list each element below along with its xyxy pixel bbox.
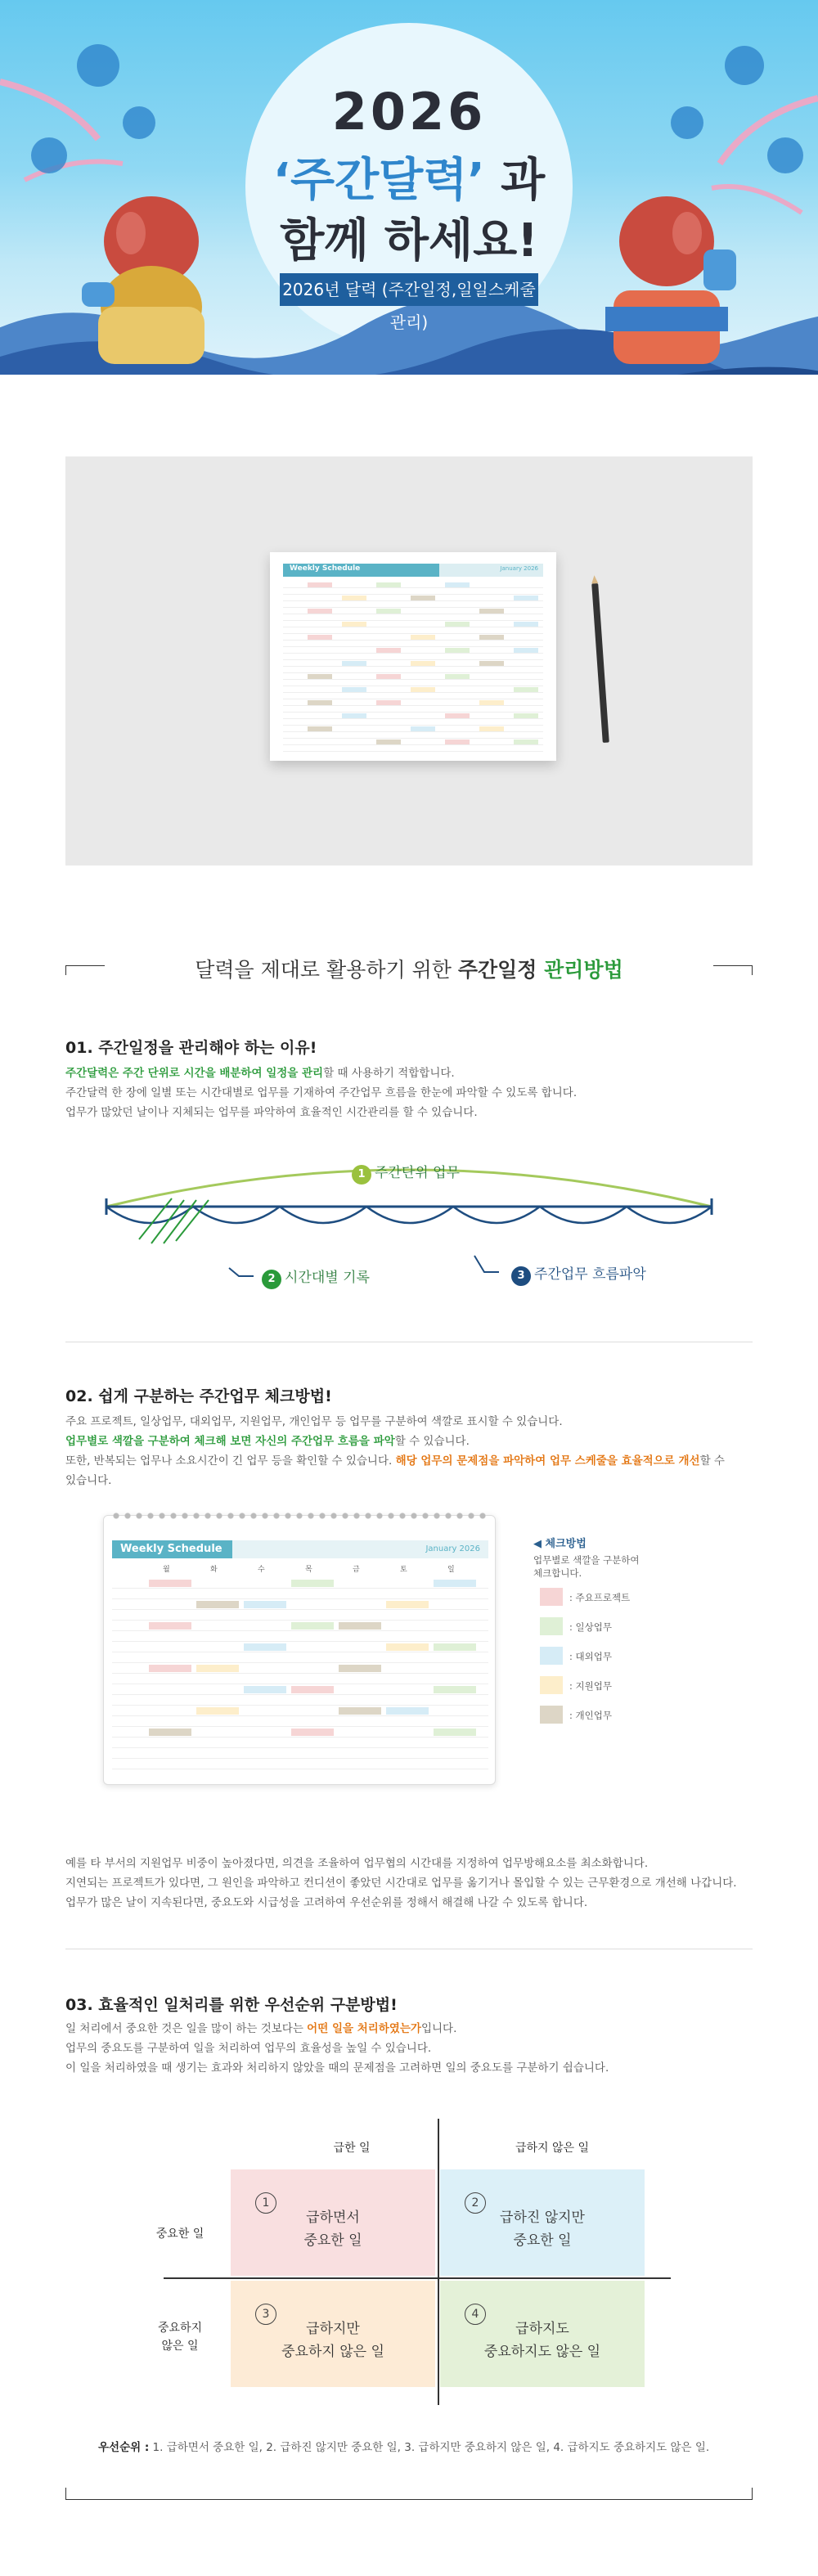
calendar-sheet (270, 552, 556, 761)
sheet-row (283, 726, 543, 732)
sheet-row (283, 627, 543, 634)
section-title-text (65, 954, 753, 983)
sheet-cell (376, 609, 401, 614)
sheet-cell (376, 648, 401, 653)
sheet-cell (308, 609, 332, 614)
quadrant-number: 1 (255, 2192, 276, 2214)
quadrant-3 (231, 2281, 435, 2387)
sheet-cell (376, 740, 401, 744)
calendar-cell (386, 1601, 429, 1608)
hero-banner (0, 0, 818, 375)
sheet-row (283, 713, 543, 719)
calendar-day: 월 (163, 1566, 170, 1574)
check-legend (533, 1535, 681, 1727)
s2-line3-orange: 해당 업무의 문제점을 파악하여 업무 스케줄을 효율적으로 개선 (395, 1454, 700, 1468)
flow-label-3 (511, 1262, 646, 1286)
s2-after-2: 지연되는 프로젝트가 있다면, 그 원인을 파악하고 컨디션이 좋았던 시간대로 업무를 옮기거나 몰입할 수 있는 근무환경으로 개선해 나갑니다. (65, 1877, 737, 1890)
calendar-row (112, 1695, 488, 1706)
bottom-tick-right (752, 2488, 753, 2499)
priority-matrix (139, 2119, 671, 2413)
legend-desc-2: 체크합니다. (533, 1567, 582, 1579)
calendar-title: Weekly Schedule (120, 1543, 222, 1555)
s1-line2: 주간달력 한 장에 일별 또는 시간대별로 업무를 기재하여 주간업무 흐름을 한눈에 파악할 수 있도록 합니다. (65, 1086, 578, 1099)
calendar-cell (434, 1729, 476, 1736)
sheet-cell (308, 726, 332, 731)
sheet-cell (514, 740, 538, 744)
calendar-cell (434, 1686, 476, 1693)
sheet-cell (445, 713, 470, 718)
flow-label-1 (352, 1161, 460, 1185)
section-title-bold: 주간일정 (457, 958, 545, 982)
legend-item (533, 1586, 681, 1609)
legend-swatch (540, 1647, 563, 1665)
calendar-day: 금 (353, 1566, 360, 1574)
row-not-important-2: 않은 일 (161, 2340, 199, 2353)
calendar-cell (434, 1580, 476, 1587)
binder-rings (110, 1509, 490, 1522)
sheet-row (283, 608, 543, 614)
priority-text: 1. 급하면서 중요한 일, 2. 급하진 않지만 중요한 일, 3. 급하지만 중요하지 않은 일, 4. 급하지도 중요하지도 않은 일. (149, 2441, 710, 2454)
s2-heading: 02. 쉽게 구분하는 주간업무 체크방법! (65, 1387, 332, 1405)
s3-line1-orange: 어떤 일을 처리하였는가 (307, 2022, 421, 2035)
flow-label-3-text: 주간업무 흐름파악 (534, 1266, 646, 1283)
calendar-row (112, 1759, 488, 1769)
calendar-header (112, 1540, 488, 1558)
calendar-row (112, 1652, 488, 1663)
sheet-cell (342, 661, 366, 666)
calendar-cell (244, 1686, 286, 1693)
flow-label-1-text: 주간단위 업무 (375, 1165, 460, 1181)
quadrant-number: 2 (465, 2192, 486, 2214)
calendar-cell (149, 1665, 191, 1672)
sheet-cell (479, 700, 504, 705)
hero-title-suffix: 과 (501, 154, 546, 207)
sheet-cell (479, 609, 504, 614)
calendar-day: 화 (210, 1566, 218, 1574)
sheet-row (283, 660, 543, 667)
sheet-cell (411, 596, 435, 600)
sheet-row (283, 634, 543, 641)
sheet-row (283, 680, 543, 686)
s1-heading: 01. 주간일정을 관리해야 하는 이유! (65, 1039, 317, 1057)
sheet-row (283, 693, 543, 699)
legend-item (533, 1704, 681, 1727)
s2-line3-c: 있습니다. (65, 1474, 112, 1487)
bottom-bracket (65, 2491, 753, 2507)
calendar-row (112, 1738, 488, 1748)
row-important: 중요한 일 (155, 2228, 204, 2241)
flow-number-2: 2 (262, 1270, 281, 1289)
sheet-row (283, 686, 543, 693)
calendar-cell (149, 1580, 191, 1587)
calendar-row (112, 1706, 488, 1716)
calendar-cell (196, 1665, 239, 1672)
s3-line1 (65, 2019, 753, 2039)
sheet-cell (411, 661, 435, 666)
legend-items (533, 1586, 681, 1727)
sheet-row (283, 706, 543, 713)
calendar-days (112, 1563, 488, 1575)
sheet-cell (514, 687, 538, 692)
sheet-cell (308, 635, 332, 640)
sheet-row (283, 654, 543, 660)
calendar-cell (291, 1686, 334, 1693)
s2-after-3: 업무가 많은 날이 지속된다면, 중요도와 시급성을 고려하여 우선순위를 정해서 해결해 나갈 수 있도록 합니다. (65, 1896, 588, 1909)
sheet-grid (283, 582, 543, 752)
s3-line1-b: 입니다. (420, 2022, 457, 2035)
s1-line1-green: 주간달력은 주간 단위로 시간을 배분하여 일정을 관리 (65, 1067, 324, 1080)
sheet-cell (308, 700, 332, 705)
sheet-row (283, 745, 543, 752)
section-title-plain: 달력을 제대로 활용하기 위한 (195, 958, 458, 982)
legend-swatch (540, 1617, 563, 1635)
legend-item (533, 1616, 681, 1639)
calendar-row (112, 1599, 488, 1610)
sheet-cell (342, 713, 366, 718)
hero-subtitle: 함께 하세요! (280, 214, 538, 267)
sheet-cell (411, 726, 435, 731)
sheet-cell (514, 713, 538, 718)
calendar-month: January 2026 (425, 1544, 480, 1553)
section-title (65, 949, 753, 982)
flow-label-2 (262, 1266, 370, 1289)
sheet-row (283, 641, 543, 647)
hero-title-accent: ‘주간달력’ (272, 154, 485, 207)
legend-item (533, 1645, 681, 1668)
flow-number-3: 3 (511, 1266, 531, 1286)
calendar-cell (244, 1601, 286, 1608)
calendar-cell (339, 1707, 381, 1715)
calendar-cell (434, 1643, 476, 1651)
sheet-cell (376, 674, 401, 679)
sheet-cell (342, 622, 366, 627)
calendar-row (112, 1674, 488, 1684)
calendar-row (112, 1589, 488, 1599)
s2-line2-rest: 할 수 있습니다. (394, 1435, 470, 1448)
calendar-row (112, 1631, 488, 1642)
flow-number-1: 1 (352, 1165, 371, 1185)
calendar-cell (386, 1643, 429, 1651)
sheet-cell (445, 674, 470, 679)
calendar-row (112, 1684, 488, 1695)
quadrant-label-line2: 중요하지도 않은 일 (483, 2344, 601, 2360)
sheet-cell (376, 582, 401, 587)
sheet-row (283, 732, 543, 739)
bottom-tick-left (65, 2488, 66, 2499)
calendar-row (112, 1748, 488, 1759)
legend-label: : 주요프로젝트 (569, 1592, 631, 1603)
calendar-cell (244, 1643, 286, 1651)
s3-heading: 03. 효율적인 일처리를 위한 우선순위 구분방법! (65, 1996, 398, 2014)
sheet-row (283, 667, 543, 673)
calendar-cell (291, 1622, 334, 1630)
sheet-row (283, 739, 543, 745)
matrix-vline (438, 2119, 439, 2405)
calendar-grid (112, 1578, 488, 1769)
sheet-cell (411, 687, 435, 692)
calendar-row (112, 1578, 488, 1589)
calendar-row (112, 1610, 488, 1621)
s2-line1: 주요 프로젝트, 일상업무, 대외업무, 지원업무, 개인업무 등 업무를 구분하여 색깔로 표시할 수 있습니다. (65, 1415, 563, 1428)
s3-line2: 업무의 중요도를 구분하여 일을 처리하여 업무의 효율성을 높일 수 있습니다. (65, 2042, 432, 2055)
quadrant-1 (231, 2169, 435, 2276)
s1-paragraph (65, 1063, 753, 1122)
sheet-cell (308, 674, 332, 679)
sheet-row (283, 673, 543, 680)
quadrant-label-line1: 급하지도 (515, 2321, 569, 2337)
legend-label: : 일상업무 (569, 1621, 612, 1633)
quadrant-number: 3 (255, 2304, 276, 2325)
sheet-row (283, 588, 543, 595)
calendar-day: 수 (258, 1566, 265, 1574)
calendar-cell (196, 1707, 239, 1715)
quadrant-label-line1: 급하지만 (306, 2321, 360, 2337)
quadrant-label-line2: 중요한 일 (513, 2232, 572, 2249)
sheet-row (283, 595, 543, 601)
quadrant-4 (440, 2281, 645, 2387)
sheet-cell (342, 687, 366, 692)
s2-after-1: 예를 타 부서의 지원업무 비중이 높아졌다면, 의견을 조율하여 업무협의 시간대를 지정하여 업무방해요소를 최소화합니다. (65, 1857, 649, 1870)
s3-paragraph (65, 2019, 753, 2078)
legend-swatch (540, 1706, 563, 1724)
calendar-row (112, 1716, 488, 1727)
calendar-day: 목 (305, 1566, 312, 1574)
sheet-row (283, 647, 543, 654)
quadrant-number: 4 (465, 2304, 486, 2325)
calendar-row (112, 1727, 488, 1738)
legend-label: : 개인업무 (569, 1710, 612, 1721)
sheet-title: Weekly Schedule (290, 564, 361, 573)
calendar-cell (339, 1665, 381, 1672)
quadrant-label-line1: 급하면서 (306, 2210, 360, 2226)
legend-label: : 대외업무 (569, 1651, 612, 1662)
sheet-cell (445, 648, 470, 653)
calendar-cell (196, 1601, 239, 1608)
calendar-cell (149, 1622, 191, 1630)
s2-line2 (65, 1432, 753, 1451)
calendar-row (112, 1621, 488, 1631)
calendar-cell (149, 1729, 191, 1736)
legend-label: : 지원업무 (569, 1680, 612, 1692)
pencil-icon (591, 583, 609, 743)
s2-line2-green: 업무별로 색깔을 구분하여 체크해 보면 자신의 주간업무 흐름을 파악 (65, 1435, 395, 1448)
matrix-hline (164, 2277, 671, 2279)
legend-title: ◀ 체크방법 (533, 1538, 587, 1550)
sheet-row (283, 614, 543, 621)
sheet-row (283, 601, 543, 608)
calendar-cell (291, 1580, 334, 1587)
sheet-cell (308, 582, 332, 587)
row-not-important-1: 중요하지 (157, 2322, 203, 2335)
quadrant-label-line1: 급하진 않지만 (500, 2210, 585, 2226)
weekly-calendar-sample (103, 1515, 496, 1785)
sheet-cell (342, 596, 366, 600)
sheet-cell (479, 635, 504, 640)
quadrant-2 (440, 2169, 645, 2276)
s1-line1 (65, 1063, 753, 1083)
legend-desc (533, 1553, 681, 1580)
hero-year: 2026 (331, 82, 487, 142)
calendar-day: 토 (400, 1566, 407, 1574)
s1-line3: 업무가 많았던 날이나 지체되는 업무를 파악하여 효율적인 시간관리를 할 수 있습니다. (65, 1106, 478, 1119)
col-not-urgent: 급하지 않은 일 (515, 2142, 590, 2155)
sheet-cell (514, 648, 538, 653)
sheet-cell (376, 700, 401, 705)
row-not-important (139, 2319, 221, 2355)
sheet-cell (445, 582, 470, 587)
sheet-cell (514, 622, 538, 627)
priority-summary (98, 2438, 736, 2454)
s2-line3-a: 또한, 반복되는 업무나 소요시간이 긴 업무 등을 확인할 수 있습니다. (65, 1454, 396, 1468)
s1-line1-rest: 할 때 사용하기 적합합니다. (323, 1067, 455, 1080)
section-title-green: 관리방법 (544, 958, 623, 982)
flow-label-2-text: 시간대별 기록 (285, 1270, 370, 1286)
sheet-cell (411, 635, 435, 640)
sheet-header (283, 564, 543, 577)
legend-swatch (540, 1588, 563, 1606)
sheet-month: January 2026 (500, 565, 538, 572)
hero-badge: 2026년 달력 (주간일정,일일스케줄관리) (280, 273, 538, 306)
s2-line3 (65, 1451, 753, 1471)
calendar-cell (386, 1707, 429, 1715)
s2-after (65, 1854, 753, 1913)
quadrant-label-line2: 중요한 일 (303, 2232, 362, 2249)
calendar-row (112, 1642, 488, 1652)
s3-line3: 이 일을 처리하였을 때 생기는 효과와 처리하지 않았을 때의 문제점을 고려하면 일의 중요도를 구분하기 쉽습니다. (65, 2061, 609, 2075)
calendar-row (112, 1663, 488, 1674)
s3-line1-a: 일 처리에서 중요한 것은 일을 많이 하는 것보다는 (65, 2022, 308, 2035)
sheet-row (283, 719, 543, 726)
sheet-cell (479, 726, 504, 731)
s2-paragraph (65, 1412, 753, 1490)
quadrant-label-line2: 중요하지 않은 일 (281, 2344, 384, 2360)
sheet-row (283, 699, 543, 706)
legend-swatch (540, 1676, 563, 1694)
priority-label: 우선순위 : (98, 2441, 150, 2454)
calendar-cell (291, 1729, 334, 1736)
sheet-cell (445, 622, 470, 627)
legend-desc-1: 업무별로 색깔을 구분하여 (533, 1554, 640, 1566)
col-urgent: 급한 일 (333, 2142, 371, 2155)
sheet-row (283, 582, 543, 588)
sheet-row (283, 621, 543, 627)
product-photo (65, 456, 753, 865)
legend-item (533, 1675, 681, 1697)
s2-line3-b: 할 수 (699, 1454, 725, 1468)
weekly-flow-diagram (90, 1149, 728, 1297)
sheet-cell (445, 740, 470, 744)
calendar-day: 일 (447, 1566, 455, 1574)
bottom-line (65, 2499, 753, 2500)
sheet-cell (514, 596, 538, 600)
calendar-cell (339, 1622, 381, 1630)
sheet-cell (479, 661, 504, 666)
hero-title (0, 144, 818, 209)
